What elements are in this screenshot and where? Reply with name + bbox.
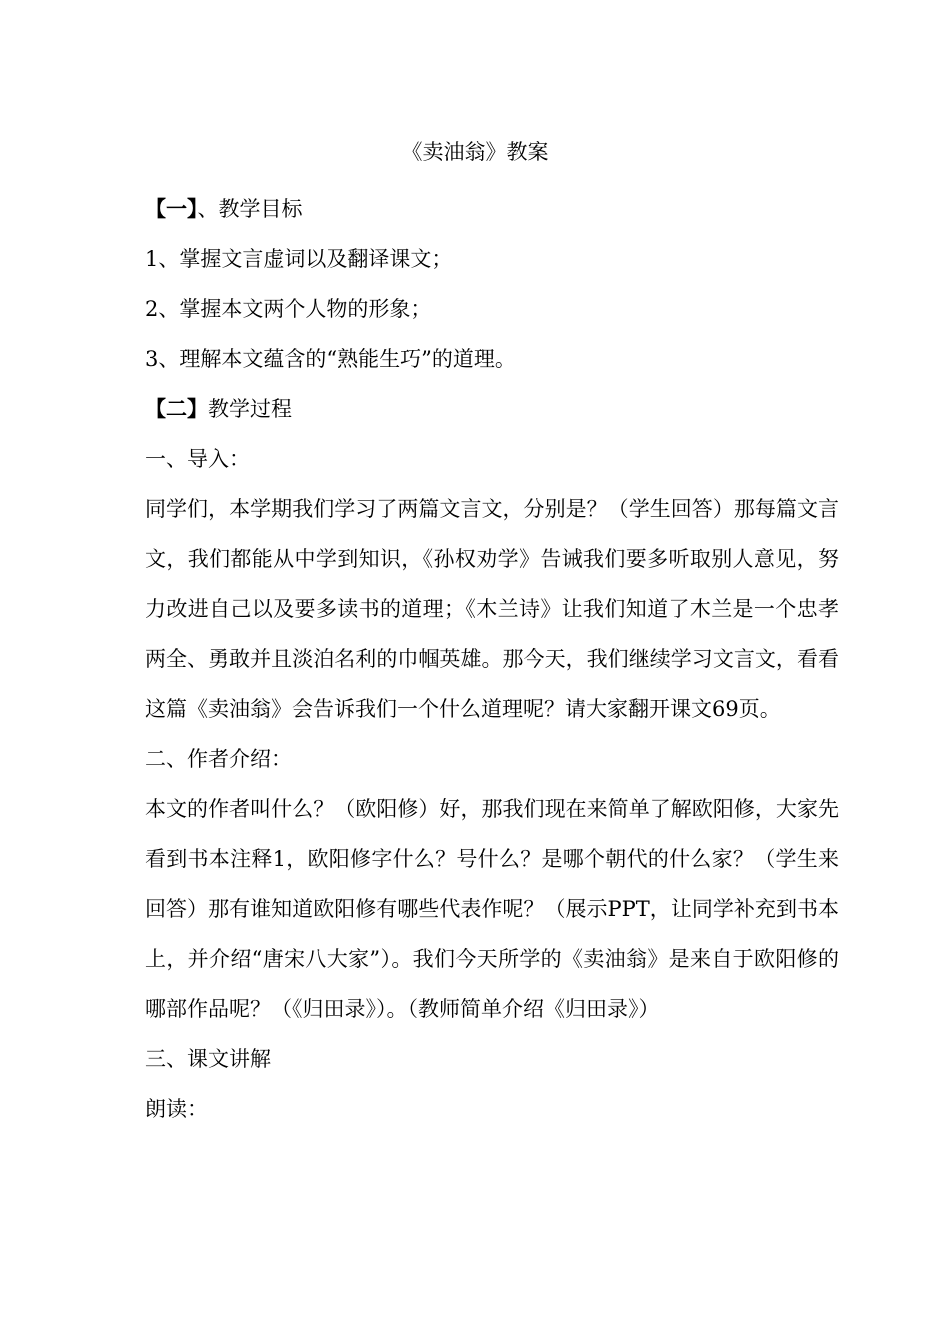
goal-item-3: 3、理解本文蕴含的“熟能生巧”的道理。	[145, 347, 516, 371]
goal-item-2: 2、掌握本文两个人物的形象；	[145, 297, 432, 321]
document-body	[145, 184, 839, 1134]
part-heading-intro: 一、导入：	[145, 447, 250, 471]
section-title: 教学过程	[208, 397, 292, 421]
section-number: 【一】	[145, 196, 198, 221]
part-heading-author: 二、作者介绍：	[145, 747, 292, 771]
section-title: 、教学目标	[197, 197, 303, 221]
goal-item-1: 1、掌握文言虚词以及翻译课文；	[145, 247, 453, 271]
reading-label: 朗读：	[145, 1097, 208, 1121]
section-number: 【二】	[145, 396, 208, 421]
document-title: 《卖油翁》教案	[401, 140, 549, 164]
intro-paragraph: 同学们，本学期我们学习了两篇文言文，分别是？（学生回答）那每篇文言文，我们都能从中学到知识，《孙权劝学》告诫我们要多听取别人意见，努力改进自己以及要多读书的道理；《木兰诗》让我们知道了木兰是一个忠孝两全、勇敢并且淡泊名利的巾帼英雄。那今天，我们继续学习文言文，看看这篇《卖油翁》会告诉我们一个什么道理呢？请大家翻开课文69页。	[145, 497, 839, 721]
section-heading-process	[145, 384, 839, 434]
part-heading-text: 三、课文讲解	[145, 1047, 271, 1071]
section-heading-goals	[145, 184, 839, 234]
author-paragraph: 本文的作者叫什么？（欧阳修）好，那我们现在来简单了解欧阳修，大家先看到书本注释1，欧阳修字什么？号什么？是哪个朝代的什么家？（学生来回答）那有谁知道欧阳修有哪些代表作呢？（展示PPT，让同学补充到书本上，并介绍“唐宋八大家”）。我们今天所学的《卖油翁》是来自于欧阳修的哪部作品呢？（《归田录》）。（教师简单介绍《归田录》）	[145, 797, 839, 1021]
